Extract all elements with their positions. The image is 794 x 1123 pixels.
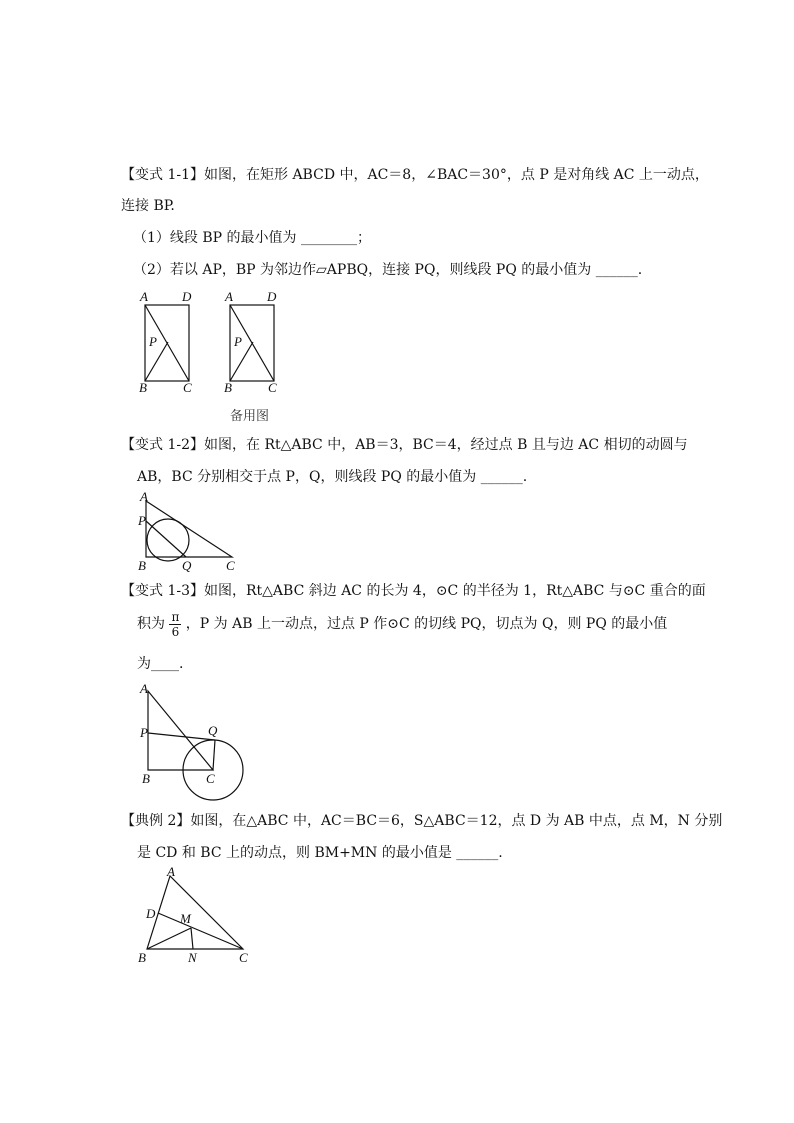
example-2-line-1: 【典例 2】如图，在△ABC 中，AC＝BC＝6，S△ABC＝12，点 D 为 AB 中点，点 M，N 分别 <box>121 813 723 829</box>
label-n: N <box>188 950 197 965</box>
label-a: A <box>140 289 148 304</box>
problem-1-3-line-2 <box>137 608 667 640</box>
example-2-line-2: 是 CD 和 BC 上的动点，则 BM+MN 的最小值是 ______. <box>137 845 503 861</box>
label-c: C <box>226 558 235 573</box>
triangle-abc <box>146 501 232 557</box>
label-d: D <box>182 289 192 304</box>
segment-pq <box>146 521 186 557</box>
figure-right-triangle-circle <box>134 487 244 575</box>
area-text-prefix: 积为 <box>137 616 165 632</box>
problem-1-2-line-2: AB，BC 分别相交于点 P，Q，则线段 PQ 的最小值为 ______. <box>137 469 528 485</box>
segment-bm <box>147 928 191 949</box>
fraction-numerator: π <box>171 609 180 624</box>
label-c: C <box>206 771 215 786</box>
fraction-denominator: 6 <box>171 624 180 639</box>
label-p: P <box>140 725 148 740</box>
figure-triangle-circle-c <box>134 677 254 803</box>
triangle-abc <box>147 876 243 949</box>
triangle-abc <box>148 691 213 770</box>
segment-cd <box>158 913 243 949</box>
problem-1-1-question-1: （1）线段 BP 的最小值为 ________； <box>133 230 371 246</box>
spare-figure-caption: 备用图 <box>230 409 270 424</box>
label-q: Q <box>182 558 192 573</box>
area-text-suffix: ，P 为 AB 上一动点，过点 P 作⊙C 的切线 PQ，切点为 Q，则 PQ 的最小值 <box>185 616 668 632</box>
label-d: D <box>146 906 156 921</box>
problem-1-2-line-1: 【变式 1-2】如图，在 Rt△ABC 中，AB＝3，BC＝4，经过点 B 且与边 AC 相切的动圆与 <box>121 437 688 453</box>
problem-1-1-question-2: （2）若以 AP，BP 为邻边作▱APBQ，连接 PQ，则线段 PQ 的最小值为 ______. <box>133 262 643 278</box>
fraction-pi-over-6 <box>169 610 181 639</box>
label-a: A <box>225 289 233 304</box>
figure-rectangle-2 <box>217 286 287 398</box>
radius-cq <box>213 740 215 770</box>
segment-mn <box>191 928 193 949</box>
label-b: B <box>138 950 146 965</box>
label-q: Q <box>208 723 218 738</box>
problem-1-1-line-1: 【变式 1-1】如图，在矩形 ABCD 中，AC＝8，∠BAC＝30°，点 P 是对角线 AC 上一动点， <box>121 167 709 183</box>
label-a: A <box>140 681 148 696</box>
figure-rectangle-1 <box>132 286 202 398</box>
label-c: C <box>239 950 248 965</box>
problem-1-1-line-2: 连接 BP. <box>121 198 175 214</box>
label-a: A <box>140 489 148 504</box>
label-p: P <box>138 513 146 528</box>
label-b: B <box>142 771 150 786</box>
label-b: B <box>224 380 232 395</box>
tangent-pq <box>148 733 215 740</box>
label-b: B <box>138 558 146 573</box>
label-c: C <box>183 380 192 395</box>
problem-1-3-line-1: 【变式 1-3】如图，Rt△ABC 斜边 AC 的长为 4，⊙C 的半径为 1，Rt△ABC 与⊙C 重合的面 <box>121 583 706 599</box>
label-p: P <box>234 334 242 349</box>
label-p: P <box>149 334 157 349</box>
problem-1-3-line-3: 为____. <box>137 656 184 672</box>
label-c: C <box>268 380 277 395</box>
label-m: M <box>180 911 191 926</box>
label-d: D <box>267 289 277 304</box>
figure-triangle-dmn <box>133 866 258 966</box>
label-b: B <box>139 380 147 395</box>
label-a: A <box>167 866 175 879</box>
